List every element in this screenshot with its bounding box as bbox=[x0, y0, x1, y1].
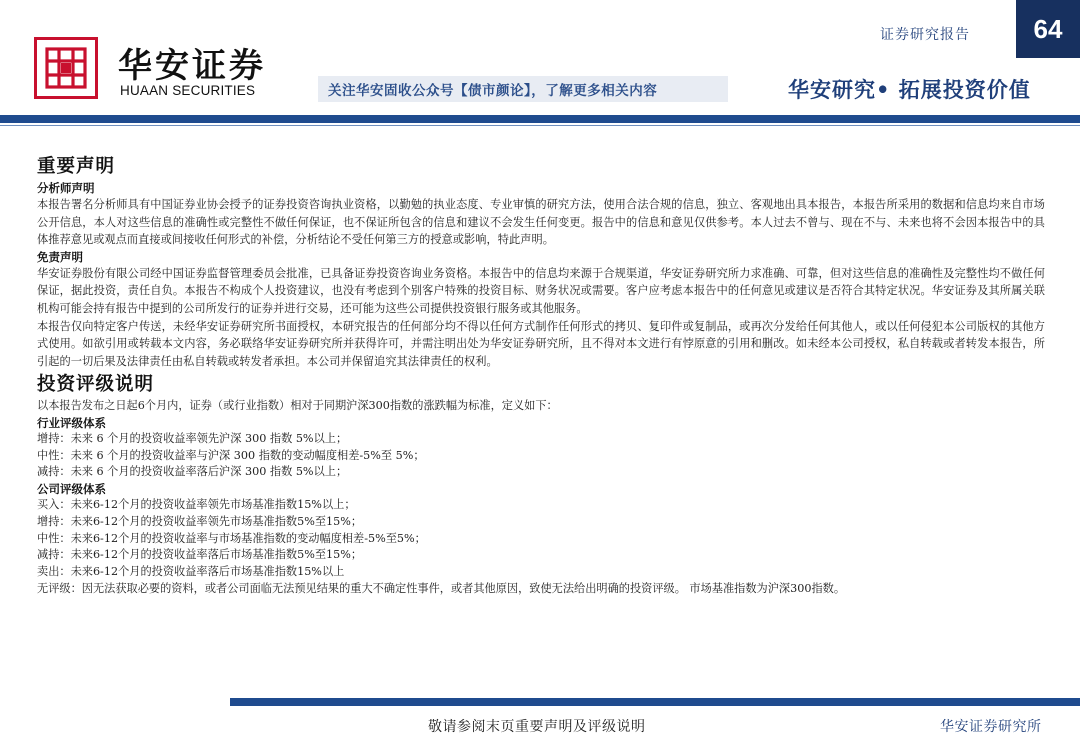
wechat-banner: 关注华安固收公众号【债市颜论】，了解更多相关内容 bbox=[318, 76, 728, 102]
footer-note: 敬请参阅末页重要声明及评级说明 bbox=[428, 719, 646, 735]
rating-intro: 以本报告发布之日起6个月内，证券（或行业指数）相对于同期沪深300指数的涨跌幅为标准，定义如下： bbox=[37, 399, 558, 413]
list-item: 减持：未来6-12个月的投资收益率落后市场基准指数5%至15%； bbox=[37, 548, 363, 562]
disclaimer-title: 重要声明 bbox=[37, 156, 116, 177]
rating-title: 投资评级说明 bbox=[37, 374, 155, 396]
industry-rating-heading: 行业评级体系 bbox=[37, 416, 106, 431]
list-item: 卖出：未来6-12个月的投资收益率落后市场基准指数15%以上 bbox=[37, 564, 345, 578]
report-type-label: 证券研究报告 bbox=[880, 27, 970, 43]
company-logo-icon bbox=[34, 37, 98, 99]
exemption-text-2: 本报告仅向特定客户传送，未经华安证券研究所书面授权，本研究报告的任何部分均不得以任何方式制作任何形式的拷贝、复印件或复制品，或再次分发给任何其他人，或以任何侵犯本公司版权的其他方式使用。如欲引用或转载本文内容，务必联络华安证券研究所并获得许可，并需注明出处为华安证券研究所，且不得对本文进行有悖原意的引用和删改。如未经本公司授权，私自转载或者转发本报告，所引起的一切后果及法律责任由私自转载或转发者承担。本公司并保留追究其法律责任的权利。 bbox=[37, 319, 1045, 368]
footer-divider bbox=[230, 698, 1080, 706]
list-item: 买入：未来6-12个月的投资收益率领先市场基准指数15%以上； bbox=[37, 498, 356, 512]
list-item: 中性：未来6-12个月的投资收益率与市场基准指数的变动幅度相差-5%至5%； bbox=[37, 531, 426, 545]
company-rating-heading: 公司评级体系 bbox=[37, 482, 106, 497]
main-content bbox=[37, 154, 1045, 597]
page-number: 64 bbox=[1016, 0, 1080, 58]
exemption-heading: 免责声明 bbox=[37, 249, 83, 264]
analyst-statement-text: 本报告署名分析师具有中国证券业协会授予的证券投资咨询执业资格，以勤勉的执业态度、专业审慎的研究方法，使用合法合规的信息，独立、客观地出具本报告，本报告所采用的数据和信息均来自市场公开信息，本人对这些信息的准确性或完整性不做任何保证，也不保证所包含的信息和建议不会发生任何变更。报告中的信息和意见仅供参考。本人过去不曾与、现在不与、未来也将不会因本报告中的具体推荐意见或观点而直接或间接收任何形式的补偿，分析结论不受任何第三方的授意或影响，特此声明。 bbox=[37, 198, 1045, 247]
header-divider-thin bbox=[0, 125, 1080, 126]
list-item: 无评级：因无法获取必要的资料，或者公司面临无法预见结果的重大不确定性事件，或者其他原因，致使无法给出明确的投资评级。 市场基准指数为沪深300指数。 bbox=[37, 581, 846, 595]
list-item: 减持：未来 6 个月的投资收益率落后沪深 300 指数 5%以上； bbox=[37, 465, 348, 479]
company-name-cn: 华安证券 bbox=[118, 46, 266, 86]
list-item: 增持：未来 6 个月的投资收益率领先沪深 300 指数 5%以上； bbox=[37, 432, 348, 446]
footer-institute: 华安证券研究所 bbox=[940, 719, 1042, 735]
slogan: 华安研究• 拓展投资价值 bbox=[788, 77, 1031, 102]
list-item: 中性：未来 6 个月的投资收益率与沪深 300 指数的变动幅度相差-5%至 5%； bbox=[37, 448, 425, 462]
header-divider bbox=[0, 115, 1080, 123]
company-name-en: HUAAN SECURITIES bbox=[120, 83, 256, 98]
exemption-text-1: 华安证券股份有限公司经中国证券监督管理委员会批准，已具备证券投资咨询业务资格。本报告中的信息均来源于合规渠道，华安证券研究所力求准确、可靠，但对这些信息的准确性及完整性均不做任何保证，据此投资，责任自负。本报告不构成个人投资建议，也没有考虑到个别客户特殊的投资目标、财务状况或需要。客户应考虑本报告中的任何意见或建议是否符合其特定状况。华安证券及其所属关联机构可能会持有报告中提到的公司所发行的证券并进行交易，还可能为这些公司提供投资银行服务或其他服务。 bbox=[37, 266, 1045, 315]
analyst-statement-heading: 分析师声明 bbox=[37, 181, 95, 195]
list-item: 增持：未来6-12个月的投资收益率领先市场基准指数5%至15%； bbox=[37, 514, 363, 528]
